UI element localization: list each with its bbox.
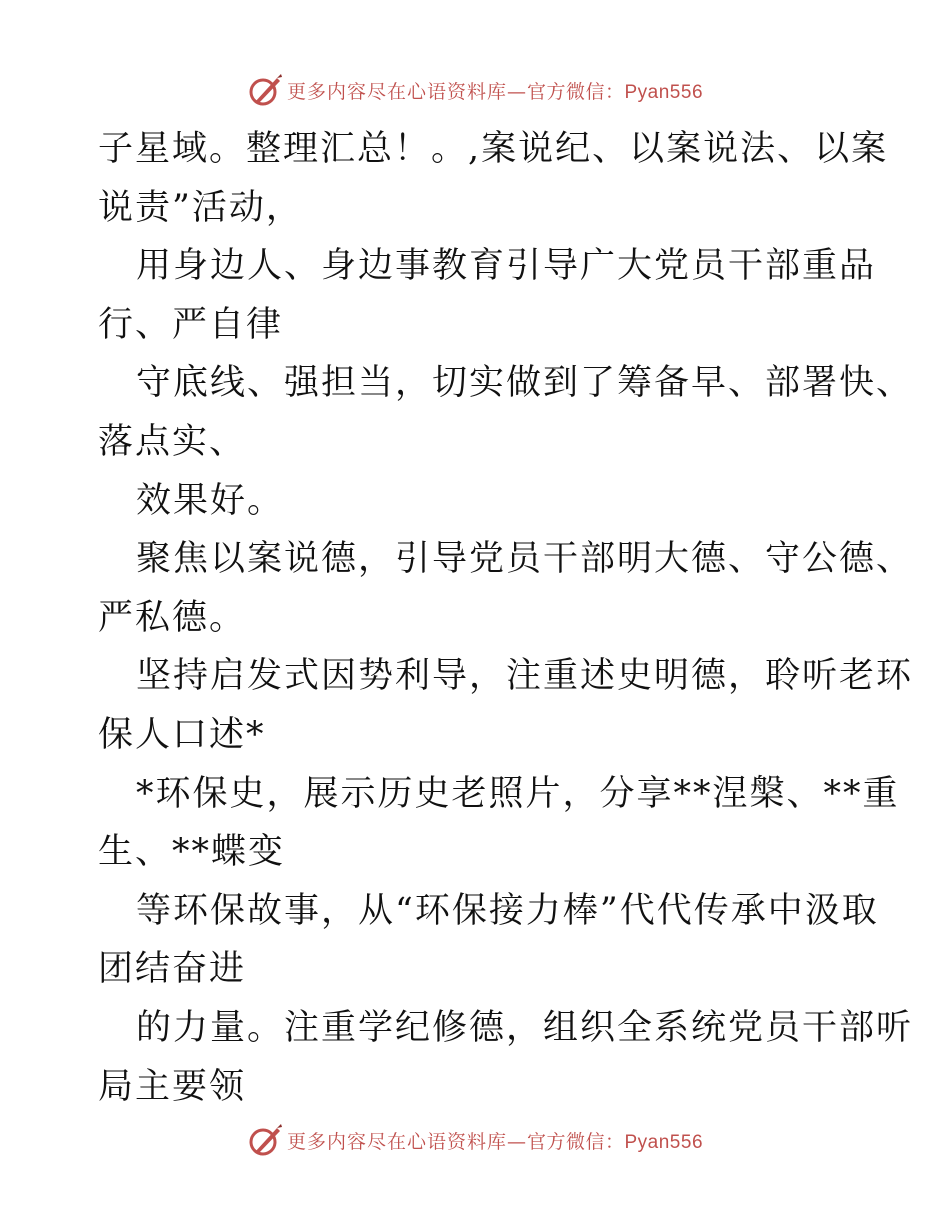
- quill-pen-logo-icon: [247, 1122, 283, 1158]
- text-line: 的力量。注重学纪修德，组织全系统党员干部听: [136, 1007, 914, 1048]
- text-line: 严私德。: [98, 597, 247, 638]
- text-line: 坚持启发式因势利导，注重述史明德，聆听老环: [136, 656, 914, 697]
- text-line: 聚焦以案说德，引导党员干部明大德、守公德、: [136, 539, 914, 580]
- text-line: 效果好。: [136, 480, 285, 521]
- text-line: 落点实、: [98, 421, 247, 462]
- text-line: 保人口述*: [98, 714, 266, 755]
- quill-pen-logo-icon: [247, 72, 283, 108]
- text-line: 等环保故事，从“环保接力棒”代代传承中汲取: [136, 890, 879, 931]
- footer-watermark-banner: [0, 1120, 950, 1160]
- banner-main-text: 更多内容尽在心语资料库—: [286, 1130, 527, 1153]
- banner-main-text: 更多内容尽在心语资料库—: [286, 80, 527, 103]
- document-body: [98, 120, 914, 1116]
- text-line: *环保史，展示历史老照片，分享**涅槃、**重: [136, 773, 900, 814]
- banner-wechat-text: 官方微信：Pyan556: [527, 1131, 704, 1153]
- header-watermark-banner: [0, 70, 950, 110]
- text-line: 守底线、强担当，切实做到了筹备早、部署快、: [136, 363, 914, 404]
- text-line: 行、严自律: [98, 304, 284, 345]
- text-line: 说责”活动，: [98, 187, 303, 228]
- text-line: 用身边人、身边事教育引导广大党员干部重品: [136, 246, 877, 287]
- text-line: 局主要领: [98, 1066, 247, 1107]
- text-line: 团结奋进: [98, 949, 247, 990]
- banner-wechat-text: 官方微信：Pyan556: [527, 81, 704, 103]
- text-line: 生、**蝶变: [98, 832, 286, 873]
- text-line: 子星域。整理汇总！。,案说纪、以案说法、以案: [98, 129, 889, 169]
